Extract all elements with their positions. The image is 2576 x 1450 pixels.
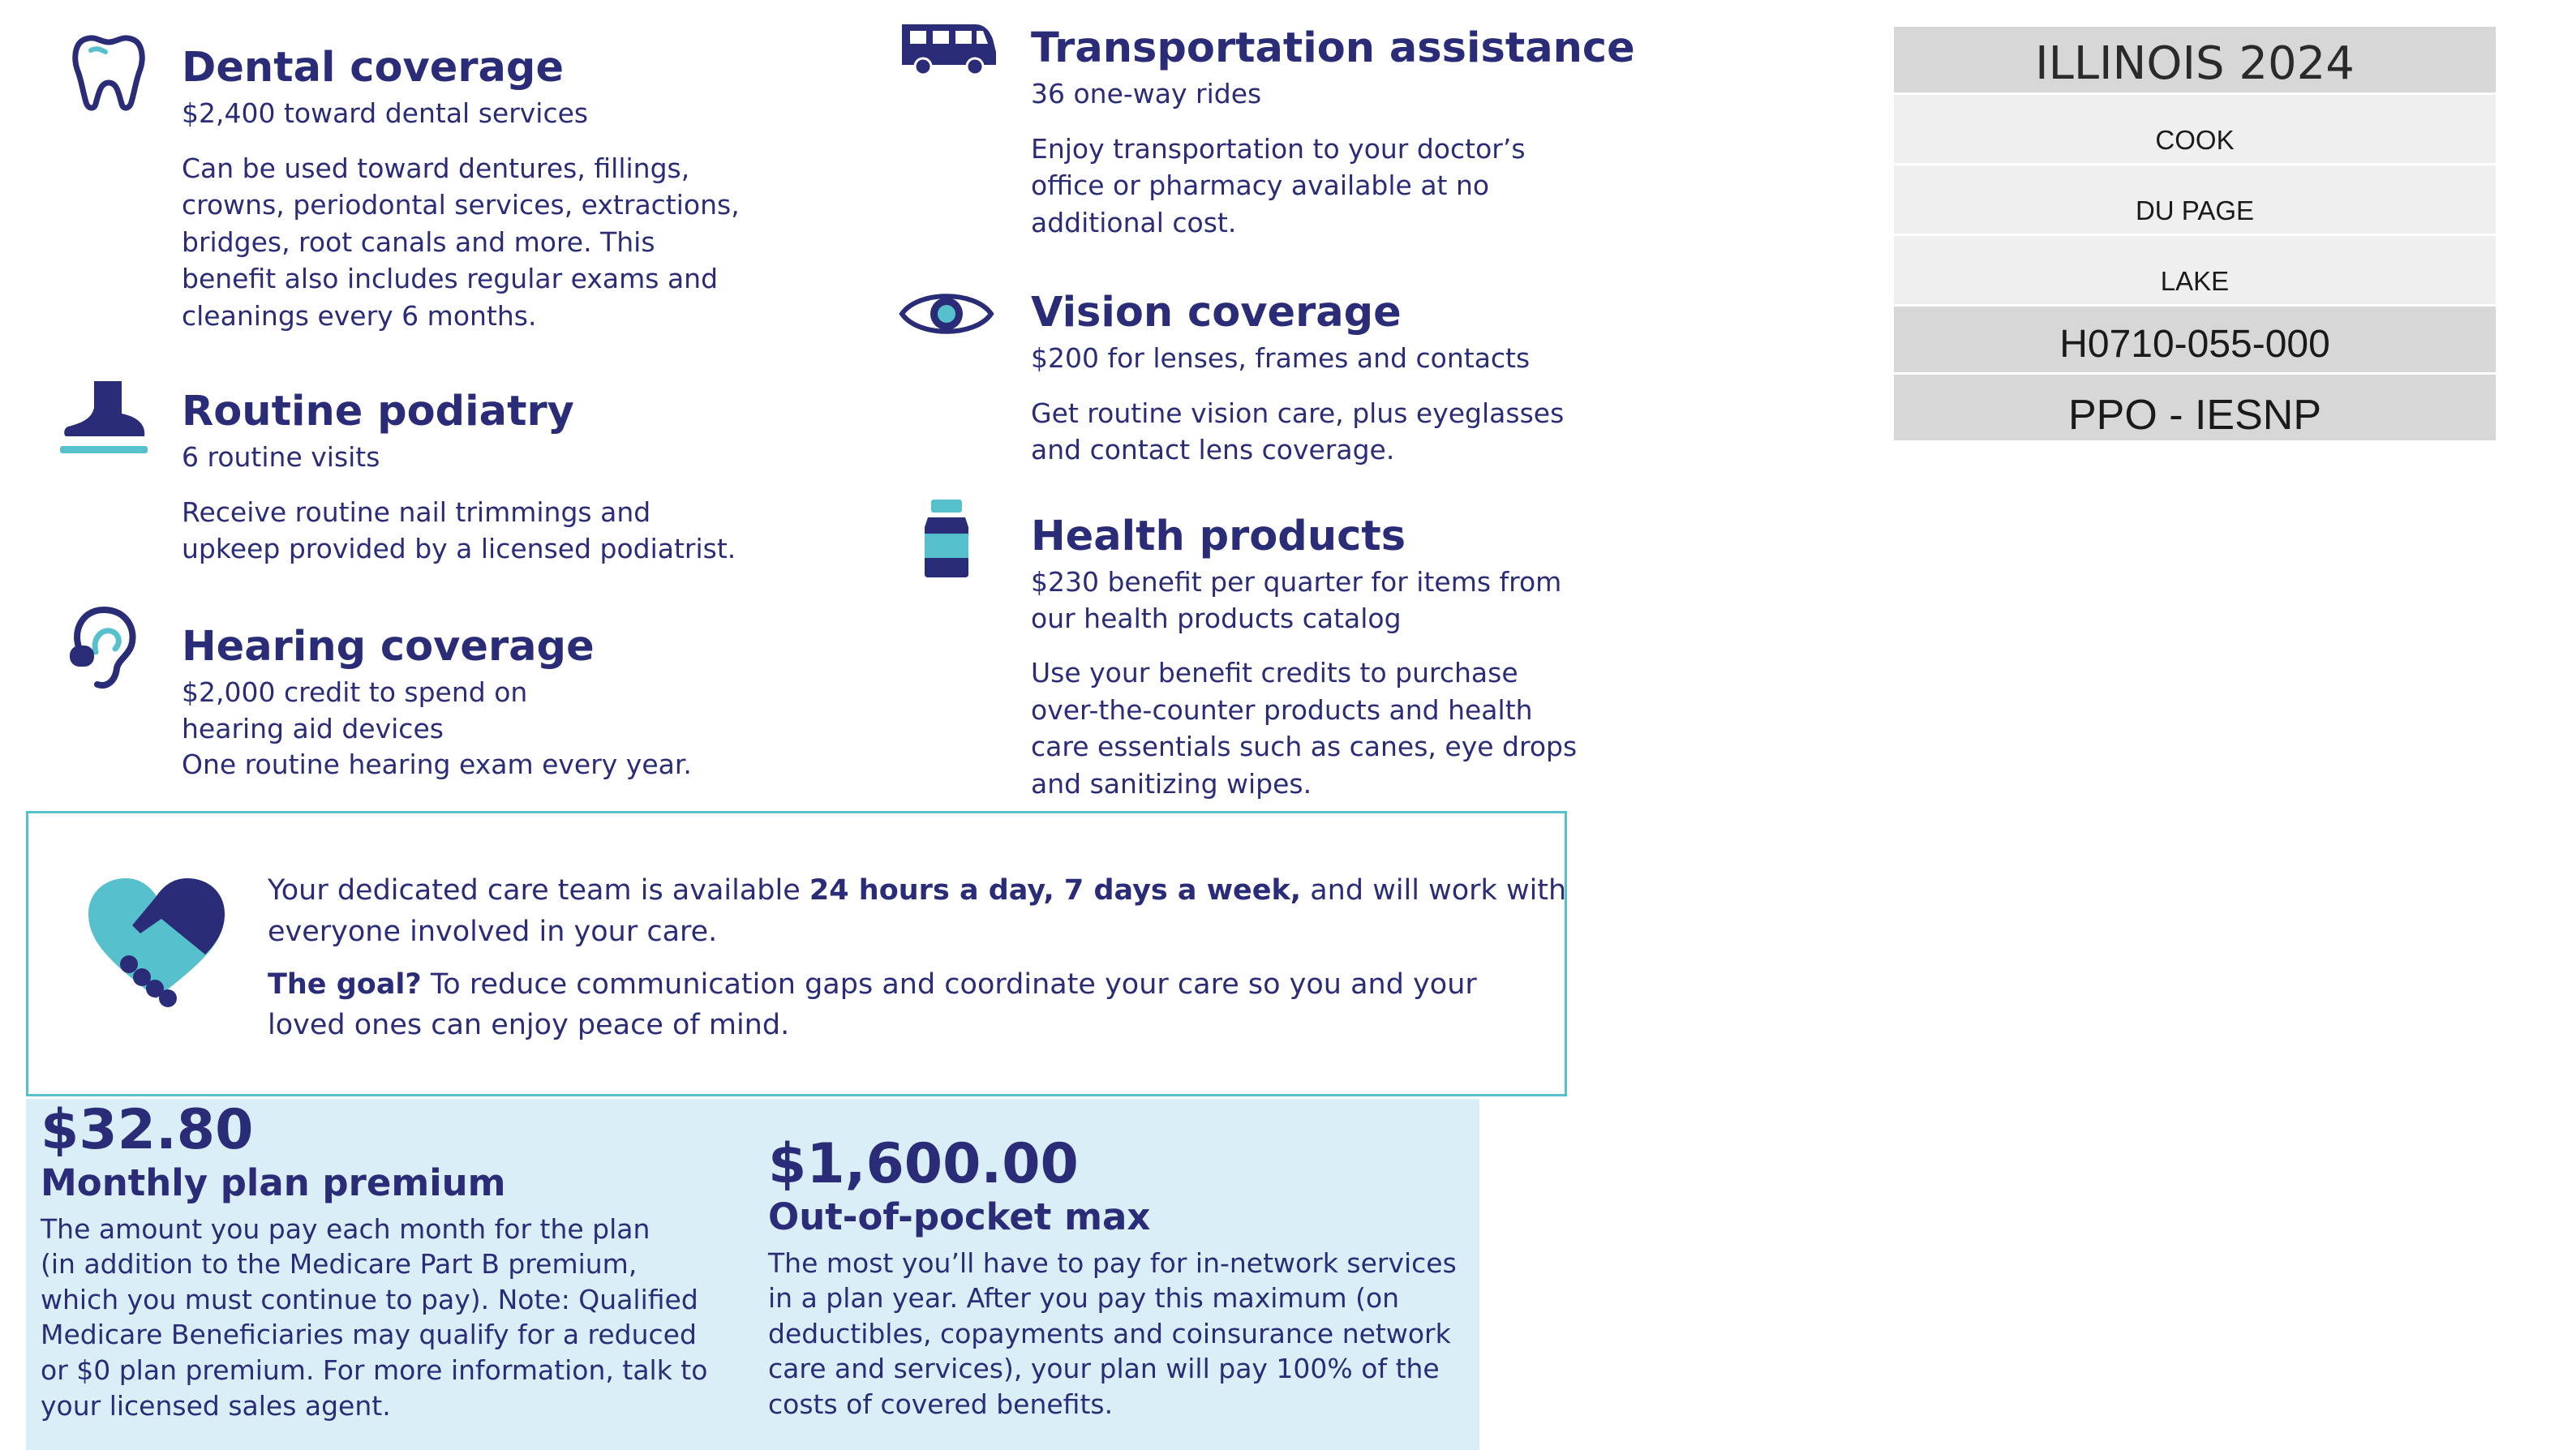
benefit-title: Health products	[1031, 513, 1406, 560]
care-team-goal-line: loved ones can enjoy peace of mind.	[268, 1009, 790, 1042]
benefit-title: Hearing coverage	[182, 623, 595, 671]
benefit-description: Receive routine nail trimmings and upkeep provided by a licensed podiatrist.	[182, 495, 736, 565]
ear-icon	[65, 603, 143, 693]
benefit-hearing	[182, 624, 692, 783]
premium-amount: $32.80	[41, 1098, 254, 1162]
benefit-subtitle: $230 benefit per quarter for items from our health products catalog	[1031, 566, 1562, 634]
care-team-line: everyone involved in your care.	[268, 915, 718, 948]
pill-bottle-icon	[921, 498, 972, 579]
benefit-health-products	[1031, 514, 1577, 802]
care-team-goal-line: The goal? To reduce communication gaps and coordinate your care so you and your	[268, 967, 1477, 1001]
benefit-description: Enjoy transportation to your doctor’s office or pharmacy available at no additional cost.	[1031, 132, 1526, 238]
benefit-subtitle: $200 for lenses, frames and contacts	[1031, 342, 1531, 375]
benefit-title: Transportation assistance	[1031, 24, 1635, 72]
oop-label: Out-of-pocket max	[768, 1195, 1151, 1238]
tooth-icon	[70, 32, 148, 114]
benefit-title: Dental coverage	[182, 44, 565, 92]
care-team-box	[26, 811, 1567, 1096]
benefit-title: Routine podiatry	[182, 388, 574, 435]
handshake-heart-icon	[84, 877, 230, 1015]
oop-description: The most you’ll have to pay for in-network services in a plan year. After you pay this maximum (on deductibles, copayments and coinsurance network care and services), your plan will pay 100% of the costs of covered benefits.	[768, 1246, 1457, 1420]
county-cell: COOK	[1894, 95, 2496, 165]
benefit-subtitle: $2,000 credit to spend on hearing aid devices One routine hearing exam every year.	[182, 676, 692, 781]
care-team-text	[268, 870, 1566, 1046]
benefit-transportation	[1031, 26, 1635, 241]
state-year-cell: ILLINOIS 2024	[1894, 27, 2496, 95]
benefit-title: Vision coverage	[1031, 289, 1402, 337]
premium-block	[41, 1100, 707, 1423]
foot-icon	[57, 378, 151, 459]
oop-block	[768, 1132, 1457, 1422]
premium-description: The amount you pay each month for the plan (in addition to the Medicare Part B premium, which you must continue to pay). Note: Qualified Medicare Beneficiaries may qualify for a reduced or $0 plan premium. For more information, talk to your licensed sales agent.	[41, 1212, 708, 1422]
county-cell: LAKE	[1894, 236, 2496, 307]
benefit-podiatry	[182, 389, 736, 568]
premium-label: Monthly plan premium	[41, 1160, 506, 1204]
benefit-description: Get routine vision care, plus eyeglasses and contact lens coverage.	[1031, 397, 1565, 466]
benefit-description: Can be used toward dentures, fillings, crowns, periodontal services, extractions, bridges, root canals and more. This benefit also includes regular exams and cleanings every 6 months.	[182, 152, 740, 332]
care-team-line: Your dedicated care team is available 24 hours a day, 7 days a week, and will work with	[268, 874, 1567, 907]
eye-icon	[899, 287, 994, 341]
benefit-vision	[1031, 290, 1564, 469]
contract-id-cell: H0710-055-000	[1894, 307, 2496, 375]
benefit-dental	[182, 45, 740, 334]
benefit-description: Use your benefit credits to purchase over-the-counter products and health care essentials such as canes, eye drops and sanitizing wipes.	[1031, 657, 1578, 800]
plan-type-cell: PPO - IESNP	[1894, 375, 2496, 443]
benefit-subtitle: 36 one-way rides	[1031, 78, 1262, 110]
benefit-subtitle: $2,400 toward dental services	[182, 97, 589, 130]
oop-amount: $1,600.00	[768, 1132, 1079, 1196]
benefit-subtitle: 6 routine visits	[182, 441, 380, 474]
plan-info-table	[1894, 27, 2496, 443]
cost-panel	[26, 1099, 1479, 1450]
county-cell: DU PAGE	[1894, 165, 2496, 236]
van-icon	[897, 19, 999, 78]
